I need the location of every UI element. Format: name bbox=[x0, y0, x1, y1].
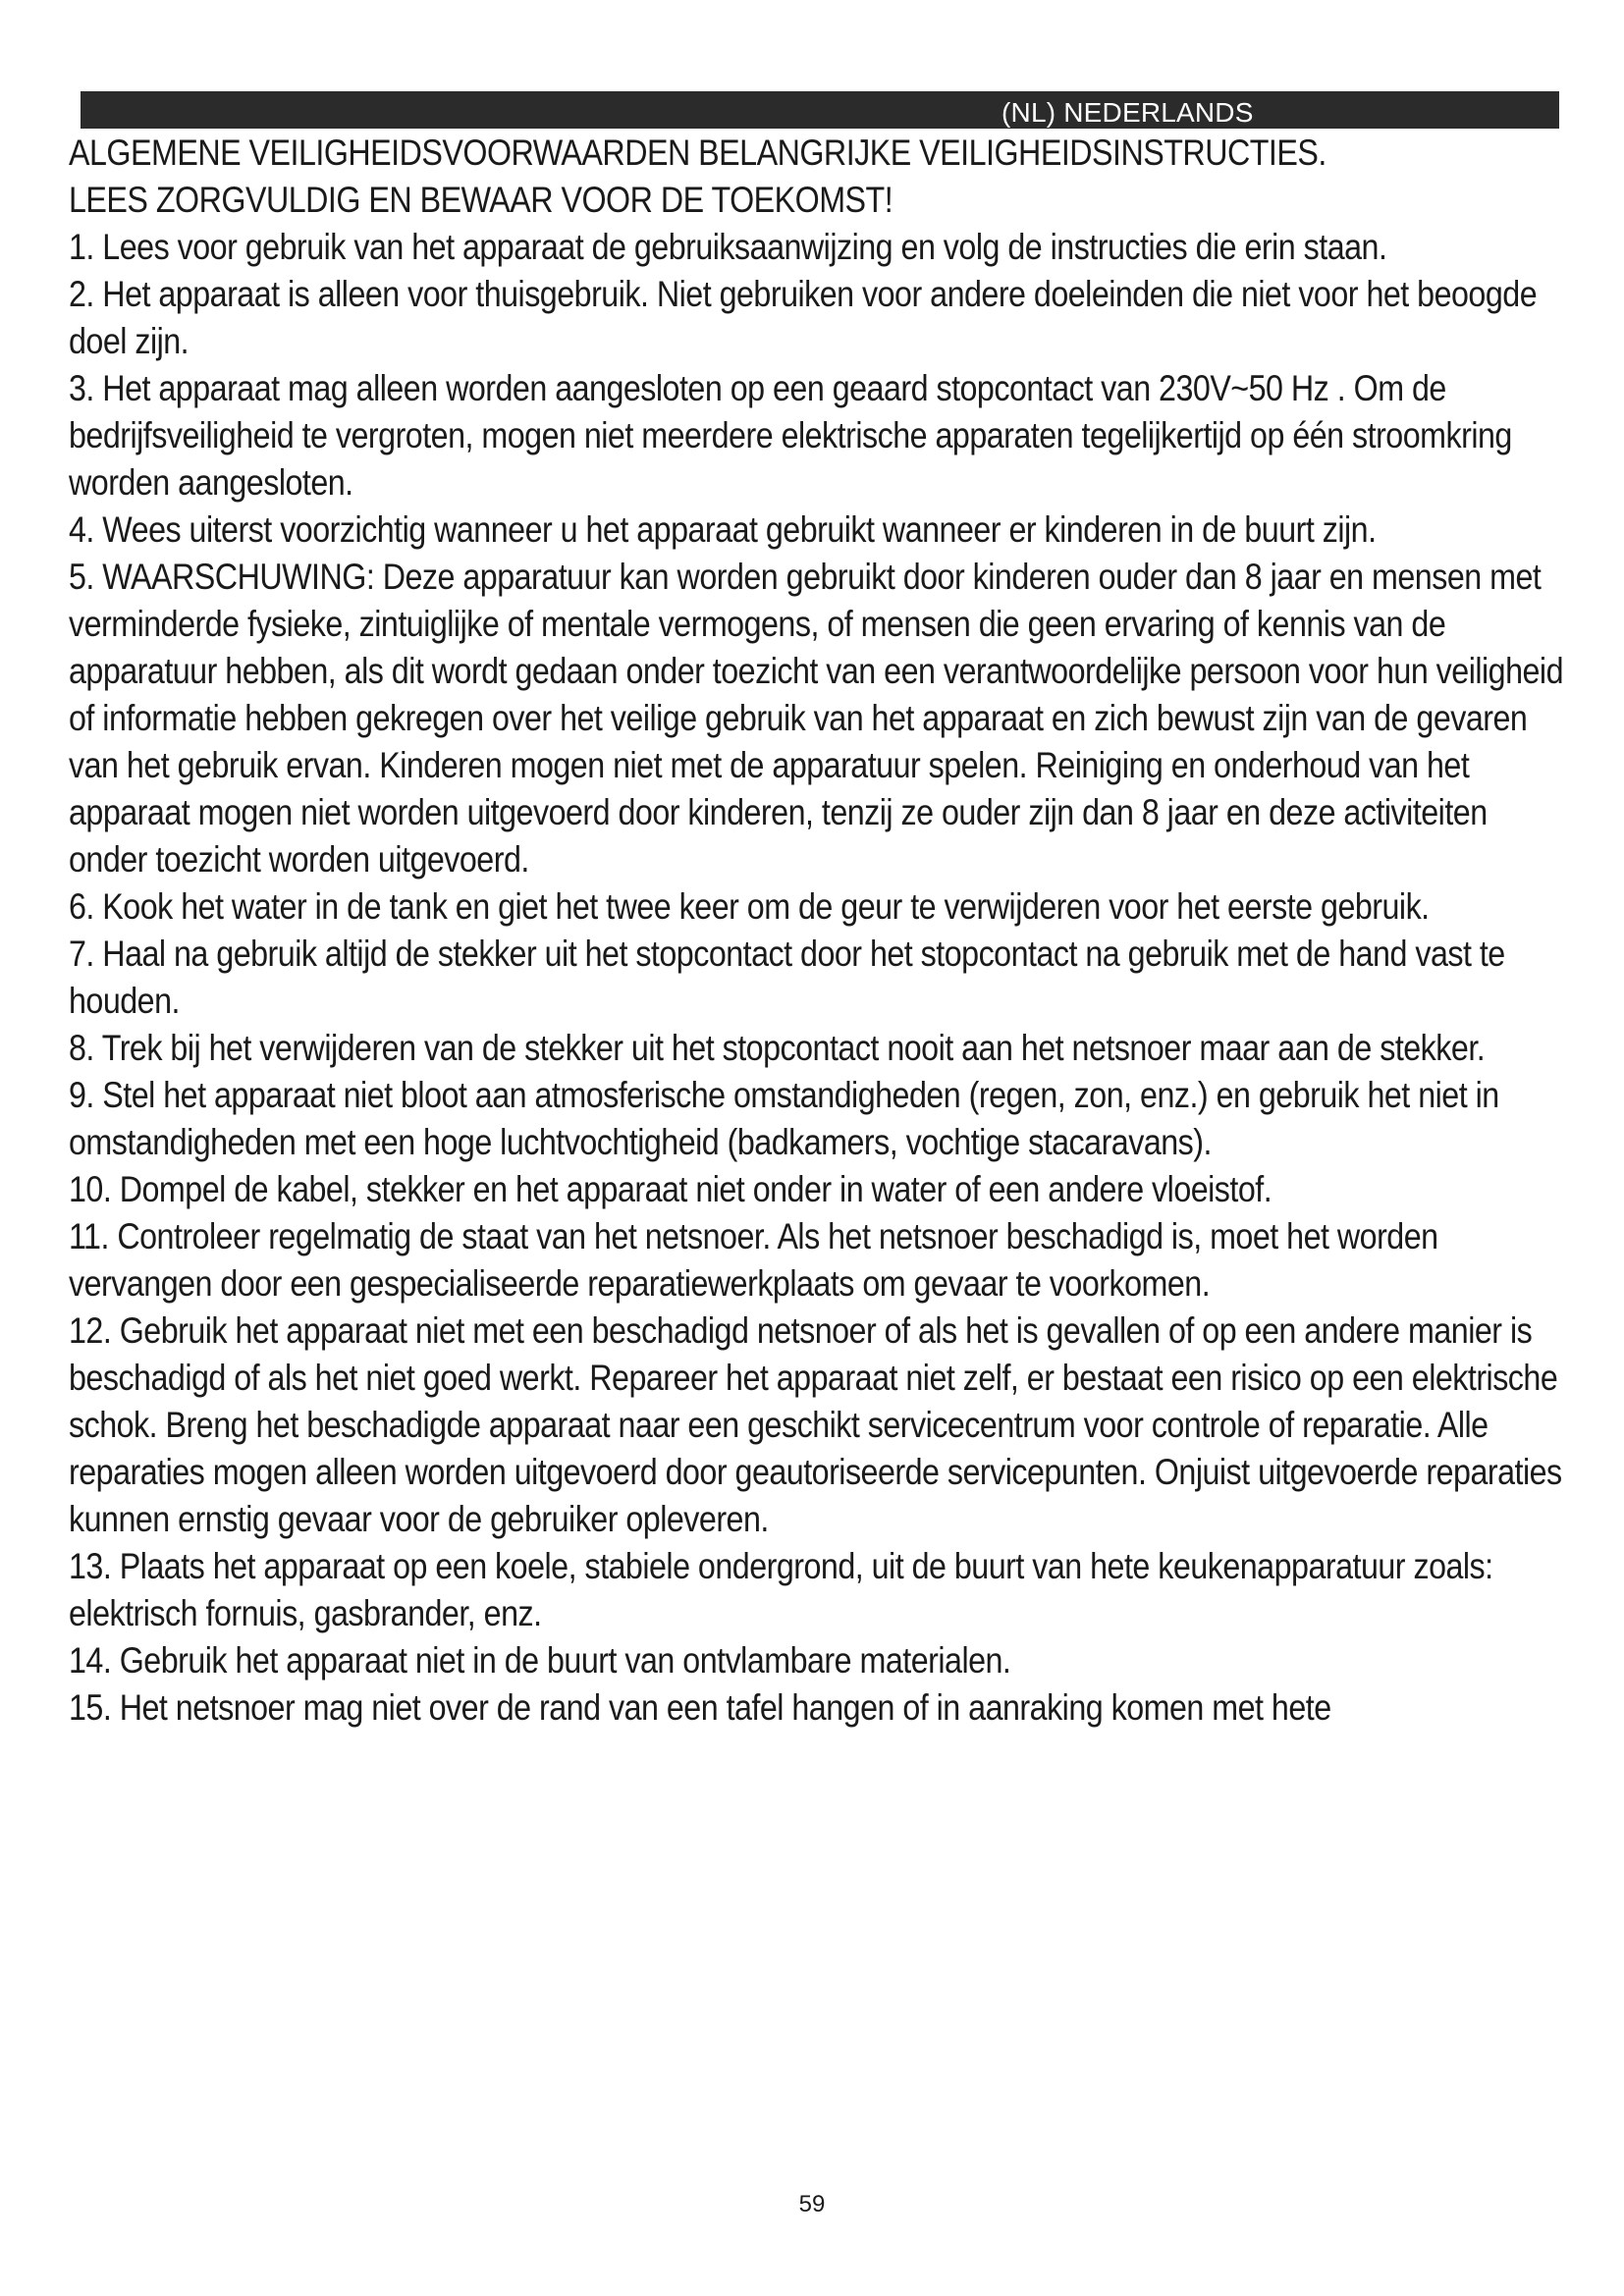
language-header-bar bbox=[81, 91, 1559, 129]
instruction-item-2: 2. Het apparaat is alleen voor thuisgebruik. Niet gebruiken voor andere doeleinden die niet voor het beoogde doel zijn. bbox=[69, 273, 1538, 361]
instruction-item-8: 8. Trek bij het verwijderen van de stekker uit het stopcontact nooit aan het netsnoer maar aan de stekker. bbox=[69, 1027, 1486, 1068]
instruction-item-11: 11. Controleer regelmatig de staat van het netsnoer. Als het netsnoer beschadigd is, moet het worden vervangen door een gespecialiseerde reparatiewerkplaats om gevaar te voorkomen. bbox=[69, 1215, 1438, 1304]
instruction-item-5: 5. WAARSCHUWING: Deze apparatuur kan worden gebruikt door kinderen ouder dan 8 jaar en mensen met verminderde fysieke, zintuiglijke of mentale vermogens, of mensen die geen ervaring of kennis van de apparatuur hebben, als dit wordt gedaan onder toezicht van een verantwoordelijke persoon voor hun veiligheid of informatie hebben gekregen over het veilige gebruik van het apparaat en zich bewust zijn van de gevaren van het gebruik ervan. Kinderen mogen niet met de apparatuur spelen. Reiniging en onderhoud van het apparaat mogen niet worden uitgevoerd door kinderen, tenzij ze ouder zijn dan 8 jaar en deze activiteiten onder toezicht worden uitgevoerd. bbox=[69, 556, 1563, 880]
section-heading-line-2: LEES ZORGVULDIG EN BEWAAR VOOR DE TOEKOMST! bbox=[69, 179, 893, 220]
language-label: (NL) NEDERLANDS bbox=[1001, 97, 1254, 128]
instruction-item-7: 7. Haal na gebruik altijd de stekker uit het stopcontact door het stopcontact na gebruik met de hand vast te houden. bbox=[69, 933, 1505, 1021]
instruction-item-12: 12. Gebruik het apparaat niet met een beschadigd netsnoer of als het is gevallen of op een andere manier is beschadigd of als het niet goed werkt. Repareer het apparaat niet zelf, er bestaat een risico op een elektrische schok. Breng het beschadigde apparaat naar een geschikt servicecentrum voor controle of reparatie. Alle reparaties mogen alleen worden uitgevoerd door geautoriseerde servicepunten. Onjuist uitgevoerde reparaties kunnen ernstig gevaar voor de gebruiker opleveren. bbox=[69, 1309, 1562, 1539]
section-heading-line-1: ALGEMENE VEILIGHEIDSVOORWAARDEN BELANGRIJKE VEILIGHEIDSINSTRUCTIES. bbox=[69, 132, 1326, 173]
instruction-item-14: 14. Gebruik het apparaat niet in de buurt van ontvlambare materialen. bbox=[69, 1639, 1011, 1681]
safety-instructions-body bbox=[69, 129, 1566, 1731]
instruction-item-1: 1. Lees voor gebruik van het apparaat de gebruiksaanwijzing en volg de instructies die erin staan. bbox=[69, 226, 1387, 267]
instruction-item-4: 4. Wees uiterst voorzichtig wanneer u het apparaat gebruikt wanneer er kinderen in de buurt zijn. bbox=[69, 508, 1377, 550]
instruction-item-3: 3. Het apparaat mag alleen worden aangesloten op een geaard stopcontact van 230V~50 Hz . Om de bedrijfsveiligheid te vergroten, mogen niet meerdere elektrische apparaten tegelijkertijd op één stroomkring worden aangesloten. bbox=[69, 367, 1512, 503]
page-number: 59 bbox=[798, 2191, 826, 2217]
instruction-item-6: 6. Kook het water in de tank en giet het twee keer om de geur te verwijderen voor het eerste gebruik. bbox=[69, 885, 1430, 927]
instruction-item-15: 15. Het netsnoer mag niet over de rand van een tafel hangen of in aanraking komen met hete bbox=[69, 1686, 1331, 1728]
instruction-item-13: 13. Plaats het apparaat op een koele, stabiele ondergrond, uit de buurt van hete keukenapparatuur zoals: elektrisch fornuis, gasbrander, enz. bbox=[69, 1545, 1493, 1633]
instruction-item-10: 10. Dompel de kabel, stekker en het apparaat niet onder in water of een andere vloeistof. bbox=[69, 1168, 1272, 1209]
instruction-item-9: 9. Stel het apparaat niet bloot aan atmosferische omstandigheden (regen, zon, enz.) en gebruik het niet in omstandigheden met een hoge luchtvochtigheid (badkamers, vochtige stacaravans). bbox=[69, 1074, 1499, 1162]
